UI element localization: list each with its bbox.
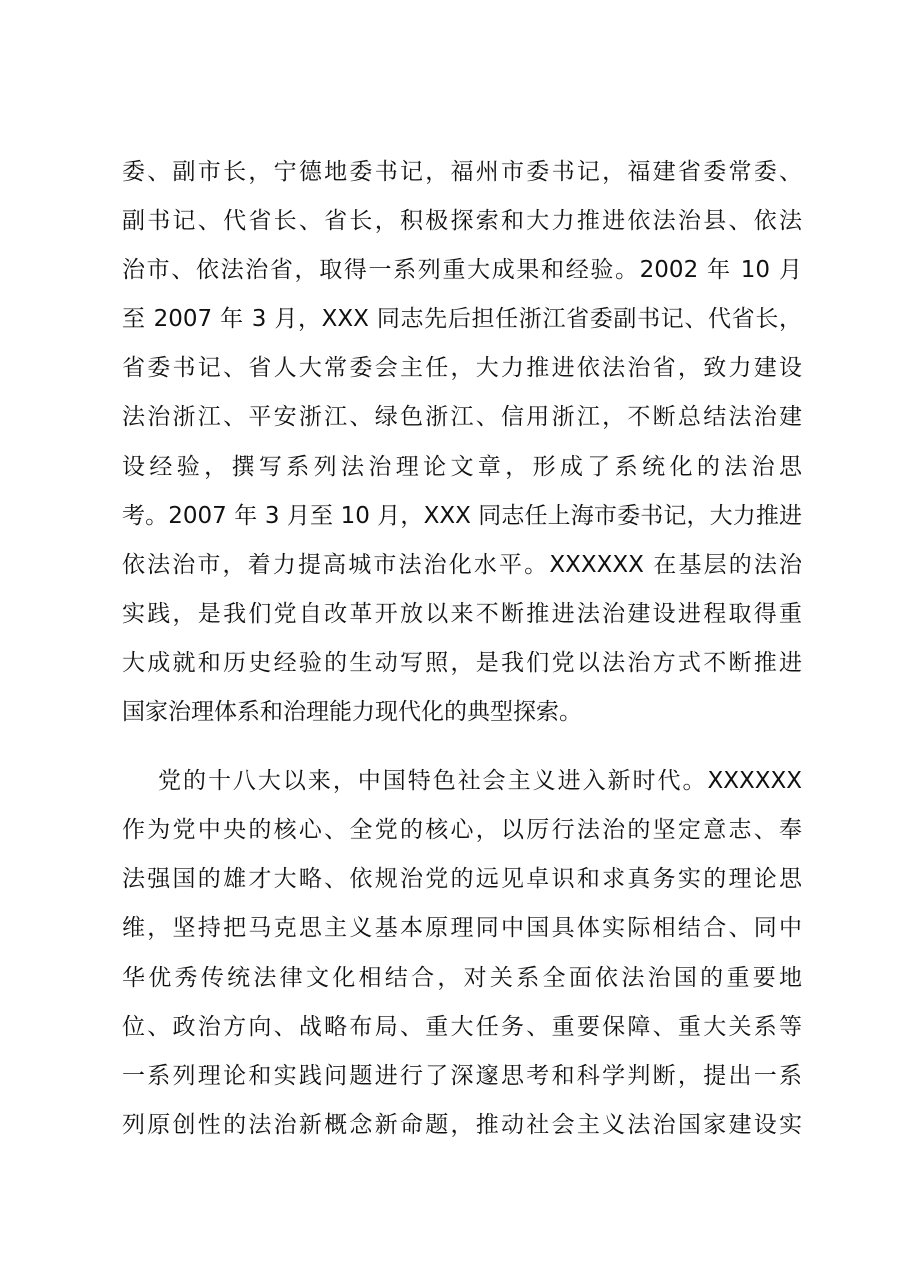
text-line: 一系列理论和实践问题进行了深邃思考和科学判断，提出一系	[122, 1062, 802, 1089]
text-line: 治市、依法治省，取得一系列重大成果和经验。2002 年 10 月	[122, 257, 802, 284]
text-line: 依法治市，着力提高城市法治化水平。XXXXXX 在基层的法治	[122, 551, 802, 578]
text-line: 设经验，撰写系列法治理论文章，形成了系统化的法治思	[122, 453, 802, 480]
text-line: 至 2007 年 3 月，XXX 同志先后担任浙江省委副书记、代省长，	[122, 306, 802, 333]
text-line: 位、政治方向、战略布局、重大任务、重要保障、重大关系等	[122, 1013, 802, 1040]
text-line: 考。2007 年 3 月至 10 月，XXX 同志任上海市委书记，大力推进	[122, 502, 802, 529]
text-line: 大成就和历史经验的生动写照，是我们党以法治方式不断推进	[122, 649, 802, 676]
text-line: 省委书记、省人大常委会主任，大力推进依法治省，致力建设	[122, 355, 802, 382]
paragraph-spacer	[122, 746, 802, 766]
document-body	[122, 157, 802, 1159]
text-line: 维，坚持把马克思主义基本原理同中国具体实际相结合、同中	[122, 915, 802, 942]
text-line: 法治浙江、平安浙江、绿色浙江、信用浙江，不断总结法治建	[122, 404, 802, 431]
text-line: 副书记、代省长、省长，积极探索和大力推进依法治县、依法	[122, 208, 802, 235]
text-line: 作为党中央的核心、全党的核心，以厉行法治的坚定意志、奉	[122, 817, 802, 844]
paragraph-1	[122, 157, 802, 746]
text-line: 华优秀传统法律文化相结合，对关系全面依法治国的重要地	[122, 964, 802, 991]
text-line: 法强国的雄才大略、依规治党的远见卓识和求真务实的理论思	[122, 866, 802, 893]
paragraph-2	[122, 766, 802, 1159]
text-line: 委、副市长，宁德地委书记，福州市委书记，福建省委常委、	[122, 159, 802, 185]
text-line: 列原创性的法治新概念新命题，推动社会主义法治国家建设实	[122, 1111, 802, 1138]
text-line: 党的十八大以来，中国特色社会主义进入新时代。XXXXXX	[158, 768, 802, 795]
text-line: 国家治理体系和治理能力现代化的典型探索。	[122, 699, 582, 726]
text-line: 实践，是我们党自改革开放以来不断推进法治建设进程取得重	[122, 600, 802, 627]
